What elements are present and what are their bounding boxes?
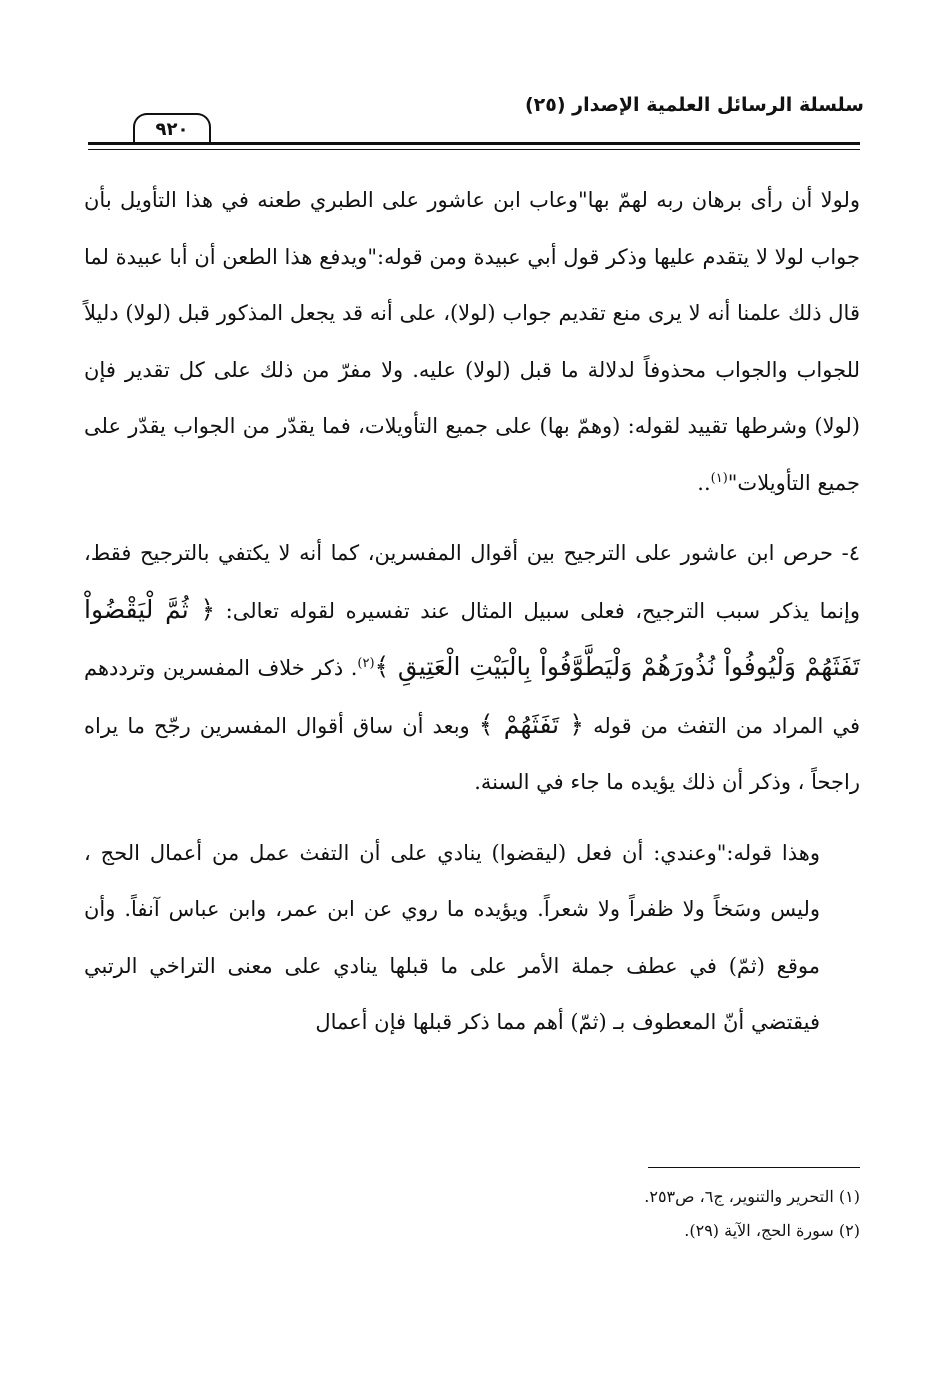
footnote-1: (١) التحرير والتنوير، ج٦، ص٢٥٣. (644, 1187, 860, 1206)
header-rule-thin (88, 149, 860, 150)
paragraph-2 (84, 525, 860, 811)
paragraph-2-text: ٤- حرص ابن عاشور على الترجيح بين أقوال المفسرين، كما أنه لا يكتفي بالترجيح فقط، وإنما يذكر سبب الترجيح، فعلى سبيل المثال عند تفسيره لقوله تعالى: (84, 541, 860, 623)
page-number: ٩٢٠ (133, 113, 211, 145)
header-rule-thick (88, 142, 860, 145)
footnote-ref-1[interactable]: (١) (710, 470, 728, 486)
paragraph-2-text-b: . ذكر خلاف المفسرين وترددهم في المراد من التفث من قوله (84, 656, 860, 738)
body-text (84, 172, 860, 1051)
footnote-ref-2[interactable]: (٢) (357, 656, 375, 671)
paragraph-3-text: وهذا قوله:"وعندي: أن فعل (ليقضوا) ينادي على أن التفث عمل من أعمال الحج ، وليس وسَخاً ولا ظفراً ولا شعراً. ويؤيده ما روي عن ابن عمر، وابن عباس آنفاً. وأن موقع (ثمّ) في عطف جملة الأمر على ما قبلها ينادي على معنى التراخي الرتبي فيقتضي أنّ المعطوف بـ (ثمّ) أهم مما ذكر قبلها فإن أعمال (84, 840, 820, 1034)
paragraph-1-text: ولولا أن رأى برهان ربه لهمّ بها"وعاب ابن عاشور على الطبري طعنه في هذا التأويل بأن جواب لولا لا يتقدم عليها وذكر قول أبي عبيدة ومن قوله:"ويدفع هذا الطعن أن أبا عبيدة لما قال ذلك علمنا أنه لا يرى منع تقديم جواب (لولا)، على أنه قد يجعل المذكور قبل (لولا) دليلاً للجواب والجواب محذوفاً لدلالة ما قبل (لولا) عليه. ولا مفرّ من ذلك على كل تقدير فإن (لولا) وشرطها تقييد لقوله: (وهمّ بها) على جميع التأويلات، فما يقدّر من الجواب يقدّر على جميع التأويلات" (84, 188, 860, 495)
footnotes (300, 1180, 860, 1248)
paragraph-1-tail: .. (697, 470, 711, 495)
quran-word: ﴿ تَفَثَهُمْ ﴾ (478, 709, 585, 739)
paragraph-3 (84, 825, 860, 1051)
footnote-separator (648, 1167, 860, 1168)
footnote-2: (٢) سورة الحج، الآية (٢٩). (684, 1221, 860, 1240)
quran-verse: ﴿ ثُمَّ لْيَقْضُواْ تَفَثَهُمْ وَلْيُوفُواْ نُذُورَهُمْ وَلْيَطَّوَّفُواْ بِالْبَيْتِ الْعَتِيقِ ﴾ (84, 594, 860, 681)
series-title: سلسلة الرسائل العلمية الإصدار (٢٥) (524, 94, 864, 116)
paragraph-2-text-c: وبعد أن ساق أقوال المفسرين رجّح ما يراه راجحاً ، وذكر أن ذلك يؤيده ما جاء في السنة. (84, 713, 860, 794)
paragraph-1 (84, 172, 860, 511)
